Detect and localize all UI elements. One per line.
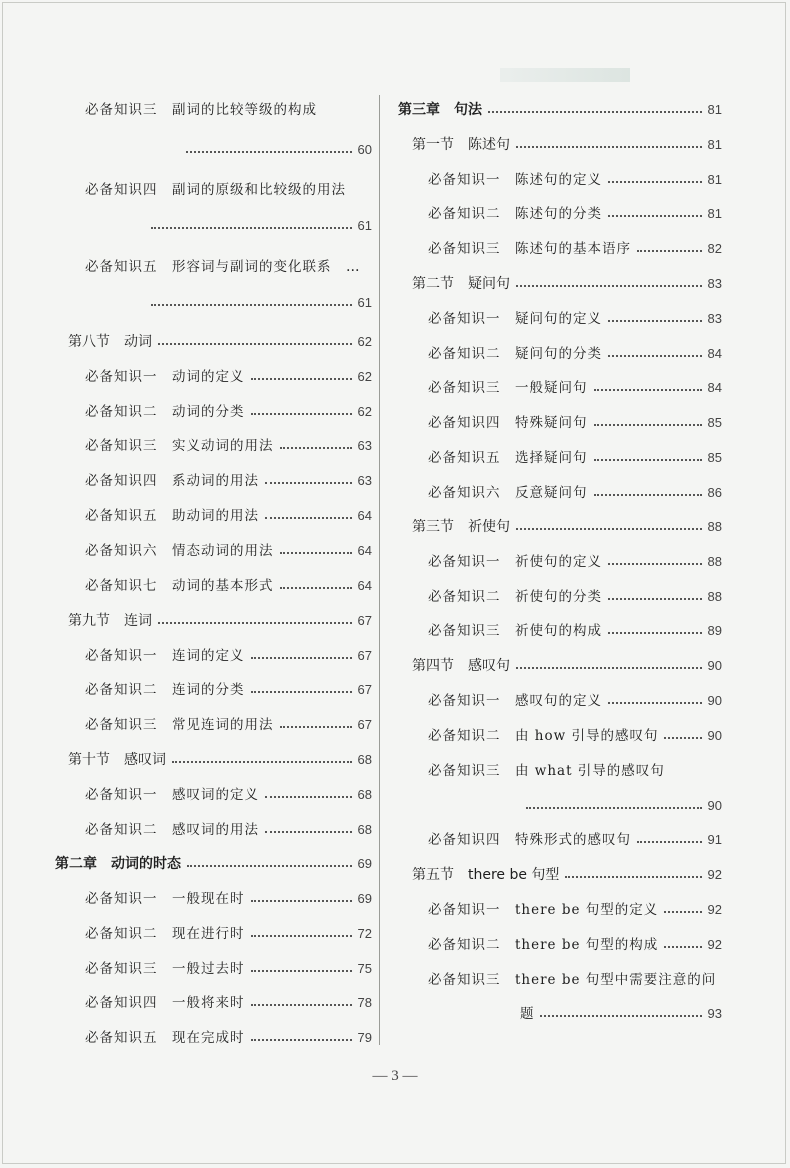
toc-entry-section[interactable] <box>412 136 722 154</box>
toc-entry-cont[interactable] <box>145 217 372 235</box>
dot-leader <box>151 304 352 306</box>
toc-entry-item[interactable] <box>428 379 722 397</box>
toc-entry-section[interactable] <box>68 333 372 351</box>
dot-leader <box>488 111 702 113</box>
toc-page-number: 92 <box>707 937 722 952</box>
toc-entry-item[interactable] <box>428 762 722 780</box>
toc-page-number: 90 <box>707 658 722 673</box>
toc-page-number: 62 <box>357 369 372 384</box>
toc-entry-label: 必备知识三 祈使句的构成 <box>428 623 602 639</box>
toc-entry-label: 必备知识五 现在完成时 <box>85 1030 245 1046</box>
toc-page-number: 64 <box>357 508 372 523</box>
dot-leader <box>664 946 701 948</box>
toc-entry-item[interactable] <box>428 414 722 432</box>
toc-entry-label: 必备知识三 陈述句的基本语序 <box>428 241 631 257</box>
dot-leader <box>158 343 352 345</box>
toc-entry-item[interactable] <box>428 901 722 919</box>
toc-page-number: 69 <box>357 856 372 871</box>
toc-entry-cont[interactable] <box>180 141 372 159</box>
toc-page-number: 62 <box>357 404 372 419</box>
toc-entry-label: 必备知识四 副词的原级和比较级的用法 <box>85 182 346 198</box>
toc-entry-item[interactable] <box>428 727 722 745</box>
toc-entry-label: 必备知识一 动词的定义 <box>85 369 245 385</box>
toc-page-number: 88 <box>707 519 722 534</box>
toc-entry-item[interactable] <box>428 171 722 189</box>
toc-entry-item[interactable] <box>85 960 372 978</box>
dot-leader <box>151 227 352 229</box>
toc-entry-section[interactable] <box>68 612 372 630</box>
toc-entry-section[interactable] <box>412 275 722 293</box>
dot-leader <box>540 1015 702 1017</box>
toc-entry-label: 必备知识三 由 what 引导的感叹句 <box>428 763 665 779</box>
toc-entry-label: 必备知识一 there be 句型的定义 <box>428 902 659 918</box>
dot-leader <box>516 528 702 530</box>
toc-page-number: 63 <box>357 473 372 488</box>
toc-entry-label: 必备知识七 动词的基本形式 <box>85 578 274 594</box>
dot-leader <box>265 517 352 519</box>
toc-entry-label: 第三章 句法 <box>398 102 482 118</box>
toc-entry-item[interactable] <box>428 449 722 467</box>
toc-page-number: 64 <box>357 578 372 593</box>
toc-entry-section[interactable] <box>412 866 722 884</box>
toc-entry-item[interactable] <box>85 507 372 525</box>
dot-leader <box>637 250 702 252</box>
toc-entry-item[interactable] <box>85 821 372 839</box>
dot-leader <box>172 761 352 763</box>
toc-entry-label: 必备知识四 系动词的用法 <box>85 473 259 489</box>
dot-leader <box>608 320 702 322</box>
toc-page-number: 83 <box>707 311 722 326</box>
toc-entry-item[interactable] <box>428 622 722 640</box>
toc-page-number: 90 <box>707 798 722 813</box>
toc-page-number: 92 <box>707 902 722 917</box>
toc-entry-label: 第三节 祈使句 <box>412 519 510 535</box>
toc-entry-item[interactable] <box>85 101 372 119</box>
dot-leader <box>594 424 702 426</box>
toc-entry-item[interactable] <box>85 368 372 386</box>
toc-page-number: 83 <box>707 276 722 291</box>
dot-leader <box>608 181 702 183</box>
toc-page-number: 85 <box>707 415 722 430</box>
toc-entry-section[interactable] <box>412 518 722 536</box>
toc-entry-label: 必备知识五 选择疑问句 <box>428 450 588 466</box>
toc-entry-item[interactable] <box>428 553 722 571</box>
toc-page-number: 91 <box>707 832 722 847</box>
toc-page-number: 69 <box>357 891 372 906</box>
toc-entry-item[interactable] <box>428 588 722 606</box>
toc-entry-label: 必备知识三 实义动词的用法 <box>85 438 274 454</box>
dot-leader <box>516 285 702 287</box>
toc-entry-label: 必备知识二 陈述句的分类 <box>428 206 602 222</box>
column-divider <box>379 95 380 1045</box>
toc-page-number: 81 <box>707 206 722 221</box>
dot-leader <box>608 563 702 565</box>
toc-entry-item[interactable] <box>85 403 372 421</box>
toc-page-number: 68 <box>357 822 372 837</box>
dot-leader <box>251 900 352 902</box>
toc-entry-label: 必备知识一 感叹词的定义 <box>85 787 259 803</box>
toc-page-number: 79 <box>357 1030 372 1045</box>
toc-entry-section[interactable] <box>68 751 372 769</box>
dot-leader <box>280 726 352 728</box>
dot-leader <box>280 587 352 589</box>
toc-entry-label: 必备知识四 一般将来时 <box>85 995 245 1011</box>
toc-entry-item[interactable] <box>85 181 372 199</box>
toc-page-number: 92 <box>707 867 722 882</box>
toc-page-number: 93 <box>707 1006 722 1021</box>
dot-leader <box>251 691 352 693</box>
toc-entry-label: 必备知识一 疑问句的定义 <box>428 311 602 327</box>
toc-entry-label: 必备知识二 现在进行时 <box>85 926 245 942</box>
toc-page-number: 88 <box>707 554 722 569</box>
dot-leader <box>664 911 701 913</box>
toc-page-number: 90 <box>707 693 722 708</box>
toc-entry-label: 第八节 动词 <box>68 334 152 350</box>
toc-page-number: 90 <box>707 728 722 743</box>
toc-entry-label: 第一节 陈述句 <box>412 137 510 153</box>
toc-page-number: 68 <box>357 752 372 767</box>
toc-entry-label: 必备知识二 there be 句型的构成 <box>428 937 659 953</box>
toc-entry-label: 必备知识一 祈使句的定义 <box>428 554 602 570</box>
toc-entry-label: 必备知识二 感叹词的用法 <box>85 822 259 838</box>
toc-page-number: 85 <box>707 450 722 465</box>
toc-entry-cont[interactable] <box>520 1005 722 1023</box>
toc-entry-item[interactable] <box>85 1029 372 1047</box>
toc-entry-section[interactable] <box>412 657 722 675</box>
toc-page-number: 63 <box>357 438 372 453</box>
dot-leader <box>608 355 702 357</box>
toc-page-number: 67 <box>357 648 372 663</box>
dot-leader <box>280 447 352 449</box>
toc-page-number: 81 <box>707 102 722 117</box>
toc-entry-label: 必备知识三 副词的比较等级的构成 <box>85 102 317 118</box>
dot-leader <box>251 970 352 972</box>
dot-leader <box>251 1039 352 1041</box>
toc-entry-label: 必备知识一 陈述句的定义 <box>428 172 602 188</box>
toc-entry-item[interactable] <box>85 577 372 595</box>
toc-entry-item[interactable] <box>85 681 372 699</box>
bleed-through-mark <box>500 68 630 82</box>
toc-entry-label: 必备知识二 祈使句的分类 <box>428 589 602 605</box>
toc-entry-item[interactable] <box>85 472 372 490</box>
toc-page-number: 67 <box>357 717 372 732</box>
dot-leader <box>594 459 702 461</box>
dot-leader <box>186 151 352 153</box>
toc-entry-chapter[interactable] <box>398 101 722 119</box>
toc-entry-item[interactable] <box>428 936 722 954</box>
toc-entry-item[interactable] <box>85 437 372 455</box>
toc-page-number: 67 <box>357 613 372 628</box>
dot-leader <box>158 622 352 624</box>
toc-entry-item[interactable] <box>85 890 372 908</box>
toc-entry-item[interactable] <box>428 692 722 710</box>
toc-page-number: 75 <box>357 961 372 976</box>
toc-page-number: 67 <box>357 682 372 697</box>
toc-entry-item[interactable] <box>428 310 722 328</box>
toc-entry-label: 必备知识二 连词的分类 <box>85 682 245 698</box>
toc-entry-label: 必备知识三 一般过去时 <box>85 961 245 977</box>
dot-leader <box>565 876 701 878</box>
toc-entry-label: 必备知识一 连词的定义 <box>85 648 245 664</box>
dot-leader <box>280 552 352 554</box>
toc-entry-item[interactable] <box>428 205 722 223</box>
dot-leader <box>265 796 352 798</box>
toc-entry-chapter[interactable] <box>55 855 372 873</box>
toc-page-number: 82 <box>707 241 722 256</box>
toc-entry-label: 第九节 连词 <box>68 613 152 629</box>
toc-entry-label: 必备知识五 形容词与副词的变化联系 … <box>85 259 361 275</box>
toc-entry-label: 第二章 动词的时态 <box>55 856 181 872</box>
toc-page-number: 81 <box>707 172 722 187</box>
dot-leader <box>608 598 702 600</box>
toc-entry-label: 必备知识五 助动词的用法 <box>85 508 259 524</box>
toc-page-number: 60 <box>357 142 372 157</box>
toc-entry-label: 必备知识六 情态动词的用法 <box>85 543 274 559</box>
toc-page-number: 72 <box>357 926 372 941</box>
toc-entry-label: 必备知识三 there be 句型中需要注意的问 <box>428 972 717 988</box>
dot-leader <box>637 841 702 843</box>
toc-entry-label: 必备知识四 特殊疑问句 <box>428 415 588 431</box>
toc-entry-label: 必备知识四 特殊形式的感叹句 <box>428 832 631 848</box>
dot-leader <box>265 482 352 484</box>
dot-leader <box>251 657 352 659</box>
dot-leader <box>526 807 702 809</box>
toc-entry-item[interactable] <box>85 647 372 665</box>
page-number: — 3 — <box>372 1068 418 1084</box>
dot-leader <box>516 146 702 148</box>
toc-entry-item[interactable] <box>85 258 372 276</box>
toc-entry-label: 必备知识二 由 how 引导的感叹句 <box>428 728 659 744</box>
toc-page-number: 78 <box>357 995 372 1010</box>
dot-leader <box>265 831 352 833</box>
toc-entry-item[interactable] <box>85 925 372 943</box>
dot-leader <box>251 413 352 415</box>
toc-entry-label: 必备知识一 一般现在时 <box>85 891 245 907</box>
dot-leader <box>594 389 702 391</box>
toc-entry-label: 必备知识二 疑问句的分类 <box>428 346 602 362</box>
toc-entry-label: 题 <box>520 1006 534 1022</box>
toc-page-number: 62 <box>357 334 372 349</box>
toc-entry-item[interactable] <box>428 484 722 502</box>
toc-entry-item[interactable] <box>428 345 722 363</box>
toc-entry-item[interactable] <box>85 994 372 1012</box>
toc-entry-item[interactable] <box>85 786 372 804</box>
dot-leader <box>608 702 702 704</box>
toc-page-number: 84 <box>707 380 722 395</box>
toc-entry-label: 第五节 there be 句型 <box>412 867 560 883</box>
toc-entry-item[interactable] <box>428 971 722 989</box>
toc-entry-label: 必备知识六 反意疑问句 <box>428 485 588 501</box>
dot-leader <box>516 667 702 669</box>
toc-entry-label: 必备知识三 一般疑问句 <box>428 380 588 396</box>
dot-leader <box>251 935 352 937</box>
toc-entry-label: 必备知识一 感叹句的定义 <box>428 693 602 709</box>
toc-entry-label: 第四节 感叹句 <box>412 658 510 674</box>
toc-entry-label: 第十节 感叹词 <box>68 752 166 768</box>
toc-page-number: 89 <box>707 623 722 638</box>
toc-entry-item[interactable] <box>428 240 722 258</box>
toc-page-number: 64 <box>357 543 372 558</box>
toc-entry-label: 第二节 疑问句 <box>412 276 510 292</box>
toc-page-number: 86 <box>707 485 722 500</box>
toc-page-number: 84 <box>707 346 722 361</box>
dot-leader <box>608 632 702 634</box>
dot-leader <box>187 865 352 867</box>
dot-leader <box>594 494 702 496</box>
toc-entry-label: 必备知识二 动词的分类 <box>85 404 245 420</box>
toc-entry-label: 必备知识三 常见连词的用法 <box>85 717 274 733</box>
toc-page-number: 61 <box>357 295 372 310</box>
dot-leader <box>608 215 702 217</box>
toc-entry-item[interactable] <box>428 831 722 849</box>
toc-page-number: 68 <box>357 787 372 802</box>
toc-entry-cont[interactable] <box>145 294 372 312</box>
toc-entry-item[interactable] <box>85 716 372 734</box>
dot-leader <box>251 1004 352 1006</box>
dot-leader <box>664 737 701 739</box>
dot-leader <box>251 378 352 380</box>
toc-page-number: 81 <box>707 137 722 152</box>
toc-page-number: 88 <box>707 589 722 604</box>
toc-page-number: 61 <box>357 218 372 233</box>
toc-entry-item[interactable] <box>85 542 372 560</box>
toc-entry-cont[interactable] <box>520 797 722 815</box>
